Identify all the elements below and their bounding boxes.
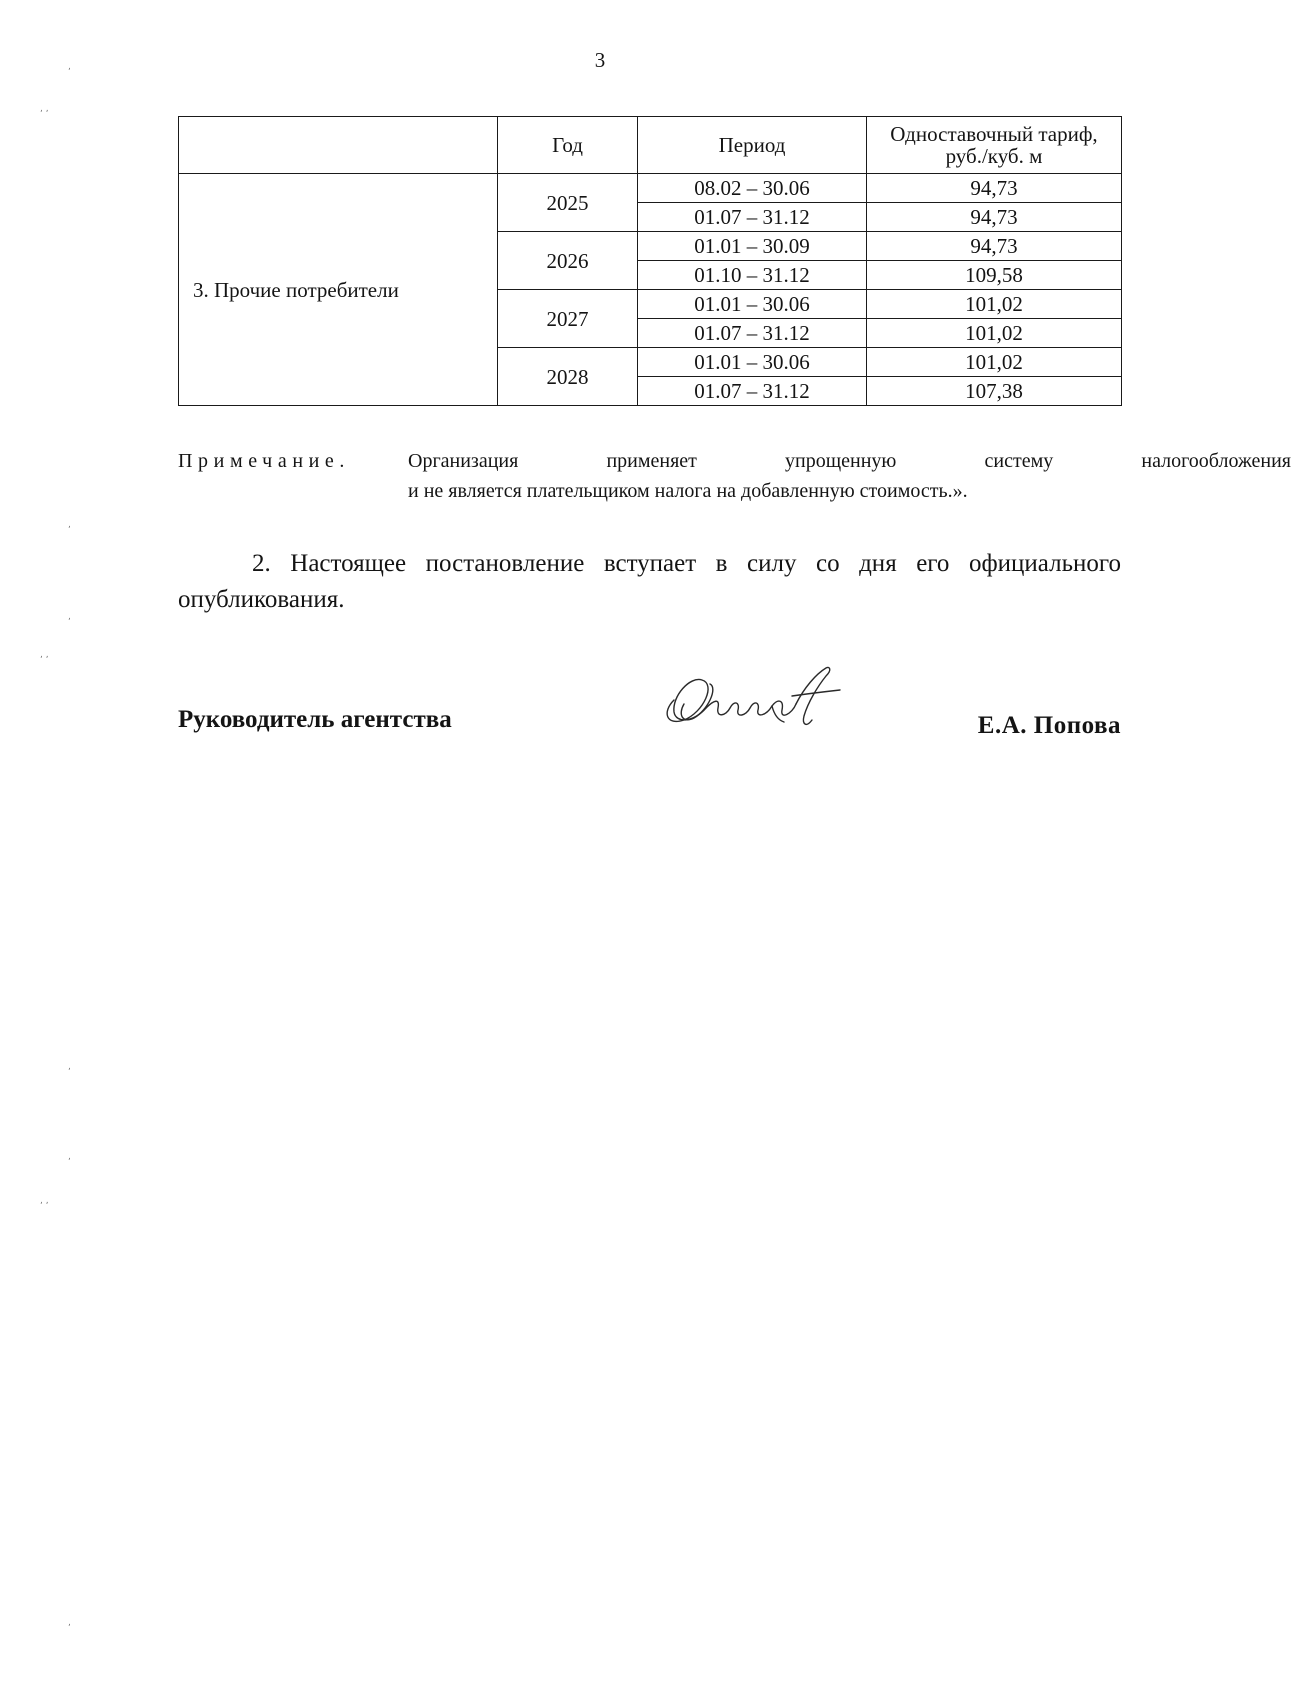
period-cell: 08.02 – 30.06 [638, 174, 867, 203]
tariff-cell: 107,38 [867, 377, 1122, 406]
header-tariff-line2: руб./куб. м [945, 144, 1043, 168]
year-cell: 2027 [498, 290, 638, 348]
period-cell: 01.01 – 30.09 [638, 232, 867, 261]
scan-speck: , [68, 1062, 71, 1072]
period-cell: 01.10 – 31.12 [638, 261, 867, 290]
period-cell: 01.07 – 31.12 [638, 319, 867, 348]
year-cell: 2026 [498, 232, 638, 290]
table-header-row [179, 117, 1122, 174]
scan-speck: , , [40, 104, 49, 114]
tariff-cell: 109,58 [867, 261, 1122, 290]
note-text [408, 446, 1291, 506]
effective-date-paragraph: 2. Настоящее постановление вступает в силу со дня его официального опубликования. [178, 550, 1121, 613]
scan-speck: , , [40, 650, 49, 660]
tariff-cell: 101,02 [867, 348, 1122, 377]
header-tariff [867, 117, 1122, 174]
note-line-1: Организация применяет упрощенную систему налогообложения [408, 450, 1291, 472]
period-cell: 01.07 – 31.12 [638, 377, 867, 406]
signer-name: Е.А. Попова [977, 712, 1121, 739]
period-cell: 01.07 – 31.12 [638, 203, 867, 232]
tariff-cell: 94,73 [867, 203, 1122, 232]
period-cell: 01.01 – 30.06 [638, 290, 867, 319]
header-period: Период [638, 117, 867, 174]
scan-speck: , [68, 1618, 71, 1628]
header-tariff-line1: Одноставочный тариф, [890, 122, 1098, 146]
tariff-cell: 101,02 [867, 290, 1122, 319]
note-line-2: и не является плательщиком налога на добавленную стоимость.». [408, 480, 968, 502]
consumer-cell: 3. Прочие потребители [179, 174, 498, 406]
signer-title: Руководитель агентства [178, 706, 452, 733]
scan-speck: , [68, 612, 71, 622]
tariff-cell: 94,73 [867, 232, 1122, 261]
signature-image [654, 660, 854, 740]
header-consumer [179, 117, 498, 174]
tariff-table [178, 116, 1122, 406]
scan-speck: , , [40, 1196, 49, 1206]
scan-speck: , [68, 62, 71, 72]
period-cell: 01.01 – 30.06 [638, 348, 867, 377]
year-cell: 2025 [498, 174, 638, 232]
page-number: 3 [594, 48, 606, 72]
table-row [179, 174, 1122, 203]
header-year: Год [498, 117, 638, 174]
scan-speck: , [68, 1152, 71, 1162]
note-label: Примечание. [178, 450, 351, 472]
tariff-cell: 101,02 [867, 319, 1122, 348]
tariff-cell: 94,73 [867, 174, 1122, 203]
year-cell: 2028 [498, 348, 638, 406]
scan-speck: , [68, 520, 71, 530]
